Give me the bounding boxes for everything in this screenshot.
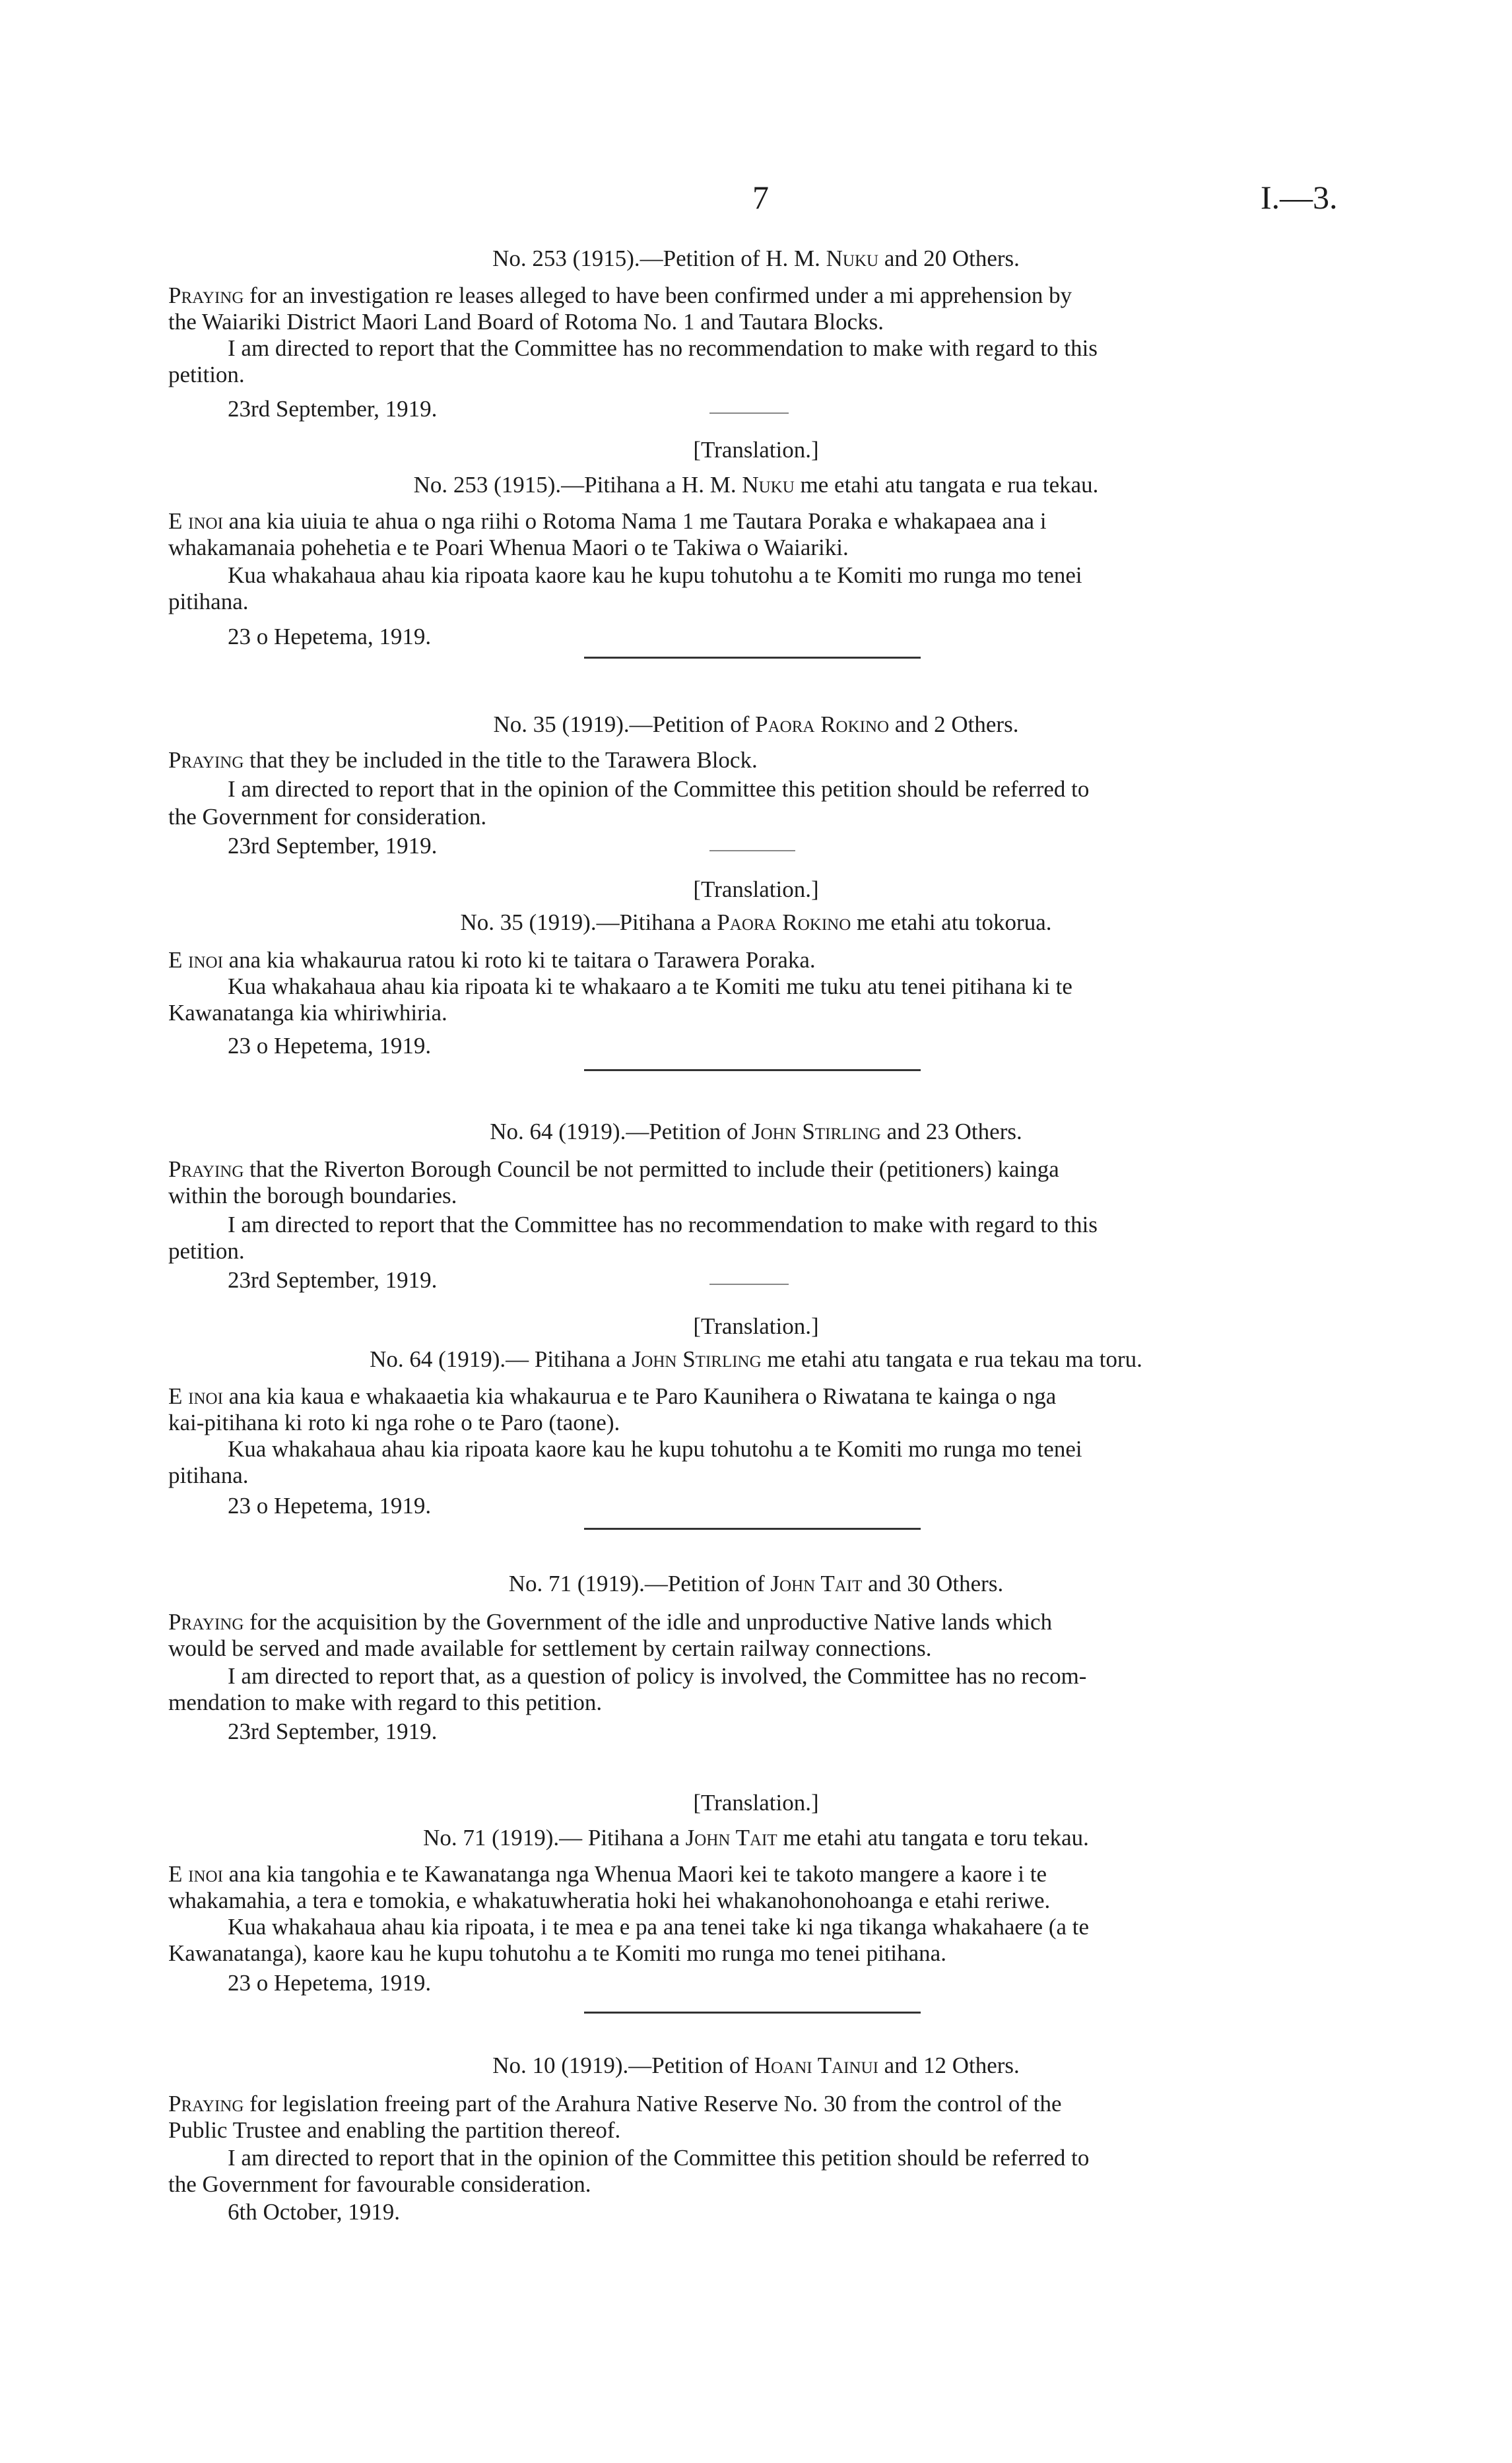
divider: [709, 1284, 789, 1285]
kua-paragraph-cont: pitihana.: [168, 589, 249, 614]
translation-label: [Translation.]: [693, 437, 819, 463]
translation-label: [Translation.]: [693, 876, 819, 902]
translation-label: [Translation.]: [693, 1313, 819, 1339]
inoi-paragraph: E inoi ana kia uiuia te ahua o nga riihi o Rotoma Nama 1 me Tautara Poraka e whakapaea ana i: [168, 508, 1047, 534]
report-paragraph-cont: petition.: [168, 362, 245, 387]
report-paragraph-cont: mendation to make with regard to this petition.: [168, 1690, 603, 1715]
report-paragraph: I am directed to report that the Committee has no recommendation to make with regard to this: [228, 335, 1098, 361]
kua-paragraph: Kua whakahaua ahau kia ripoata kaore kau he kupu tohutohu a te Komiti mo runga mo tenei: [228, 1436, 1082, 1462]
report-paragraph-cont: the Government for favourable consideration.: [168, 2171, 591, 2197]
document-reference: I.—3.: [1261, 179, 1338, 216]
section-rule: [584, 1528, 921, 1530]
translation-title: No. 253 (1915).—Pitihana a H. M. Nuku me etahi atu tangata e rua tekau.: [413, 472, 1099, 498]
petition-date: 23rd September, 1919.: [228, 1267, 438, 1293]
inoi-paragraph: E inoi ana kia tangohia e te Kawanatanga nga Whenua Maori kei te takoto mangere a kaore i te: [168, 1861, 1047, 1887]
praying-paragraph-cont: the Waiariki District Maori Land Board of Rotoma No. 1 and Tautara Blocks.: [168, 309, 884, 335]
kua-paragraph-cont: Kawanatanga), kaore kau he kupu tohutohu a te Komiti mo runga mo tenei pitihana.: [168, 1940, 946, 1966]
inoi-paragraph-cont: whakamanaia pohehetia e te Poari Whenua Maori o te Takiwa o Waiariki.: [168, 535, 849, 560]
kua-paragraph-cont: pitihana.: [168, 1462, 249, 1488]
section-rule: [584, 2012, 921, 2014]
kua-paragraph: Kua whakahaua ahau kia ripoata, i te mea e pa ana tenei take ki nga tikanga whakahaere (a te: [228, 1914, 1090, 1940]
kua-paragraph-cont: Kawanatanga kia whiriwhiria.: [168, 1000, 447, 1026]
petition-title: No. 64 (1919).—Petition of John Stirling and 23 Others.: [490, 1119, 1022, 1144]
section-rule: [584, 1069, 921, 1071]
praying-paragraph: Praying for the acquisition by the Government of the idle and unproductive Native lands which: [168, 1609, 1053, 1635]
translation-title: No. 64 (1919).— Pitihana a John Stirling me etahi atu tangata e rua tekau ma toru.: [370, 1346, 1142, 1372]
translation-date: 23 o Hepetema, 1919.: [228, 1970, 432, 1996]
petition-title: No. 71 (1919).—Petition of John Tait and 30 Others.: [508, 1571, 1004, 1596]
report-paragraph-cont: petition.: [168, 1238, 245, 1264]
petition-date: 23rd September, 1919.: [228, 833, 438, 859]
inoi-paragraph-cont: whakamahia, a tera e tomokia, e whakatuwheratia hoki hei whakanohonohoanga e etahi reriwe.: [168, 1888, 1051, 1913]
kua-paragraph: Kua whakahaua ahau kia ripoata kaore kau he kupu tohutohu a te Komiti mo runga mo tenei: [228, 562, 1082, 588]
page-number: 7: [752, 179, 769, 216]
report-paragraph: I am directed to report that in the opinion of the Committee this petition should be referred to: [228, 2145, 1090, 2171]
praying-paragraph: Praying that they be included in the title to the Tarawera Block.: [168, 747, 758, 773]
inoi-paragraph: E inoi ana kia kaua e whakaaetia kia whakaurua e te Paro Kaunihera o Riwatana te kainga o nga: [168, 1383, 1057, 1409]
inoi-paragraph: E inoi ana kia whakaurua ratou ki roto ki te taitara o Tarawera Poraka.: [168, 947, 816, 973]
praying-paragraph: Praying for legislation freeing part of the Arahura Native Reserve No. 30 from the control of the: [168, 2091, 1062, 2117]
translation-title: No. 35 (1919).—Pitihana a Paora Rokino me etahi atu tokorua.: [460, 909, 1052, 935]
translation-date: 23 o Hepetema, 1919.: [228, 1493, 432, 1519]
praying-paragraph-cont: would be served and made available for settlement by certain railway connections.: [168, 1635, 932, 1661]
translation-date: 23 o Hepetema, 1919.: [228, 624, 432, 649]
translation-label: [Translation.]: [693, 1790, 819, 1816]
report-paragraph: I am directed to report that, as a question of policy is involved, the Committee has no recom-: [228, 1663, 1087, 1689]
kua-paragraph: Kua whakahaua ahau kia ripoata ki te whakaaro a te Komiti me tuku atu tenei pitihana ki te: [228, 973, 1072, 999]
praying-paragraph-cont: Public Trustee and enabling the partition thereof.: [168, 2117, 621, 2143]
praying-paragraph: Praying that the Riverton Borough Council be not permitted to include their (petitioners) kainga: [168, 1156, 1059, 1182]
petition-title: No. 10 (1919).—Petition of Hoani Tainui and 12 Others.: [492, 2052, 1020, 2078]
divider: [709, 412, 789, 414]
divider: [709, 850, 795, 851]
petition-title: No. 253 (1915).—Petition of H. M. Nuku and 20 Others.: [492, 246, 1020, 271]
praying-paragraph-cont: within the borough boundaries.: [168, 1183, 457, 1208]
praying-paragraph: Praying for an investigation re leases alleged to have been confirmed under a mi apprehension by: [168, 282, 1072, 308]
translation-title: No. 71 (1919).— Pitihana a John Tait me etahi atu tangata e toru tekau.: [423, 1825, 1089, 1851]
section-rule: [584, 657, 921, 659]
petition-title: No. 35 (1919).—Petition of Paora Rokino and 2 Others.: [493, 711, 1019, 737]
petition-date: 23rd September, 1919.: [228, 396, 438, 422]
translation-date: 23 o Hepetema, 1919.: [228, 1033, 432, 1059]
inoi-paragraph-cont: kai-pitihana ki roto ki nga rohe o te Paro (taone).: [168, 1410, 620, 1435]
report-paragraph: I am directed to report that in the opinion of the Committee this petition should be referred to: [228, 776, 1090, 802]
report-paragraph-cont: the Government for consideration.: [168, 804, 487, 830]
petition-date: 6th October, 1919.: [228, 2199, 401, 2225]
petition-date: 23rd September, 1919.: [228, 1719, 438, 1744]
report-paragraph: I am directed to report that the Committee has no recommendation to make with regard to this: [228, 1212, 1098, 1237]
